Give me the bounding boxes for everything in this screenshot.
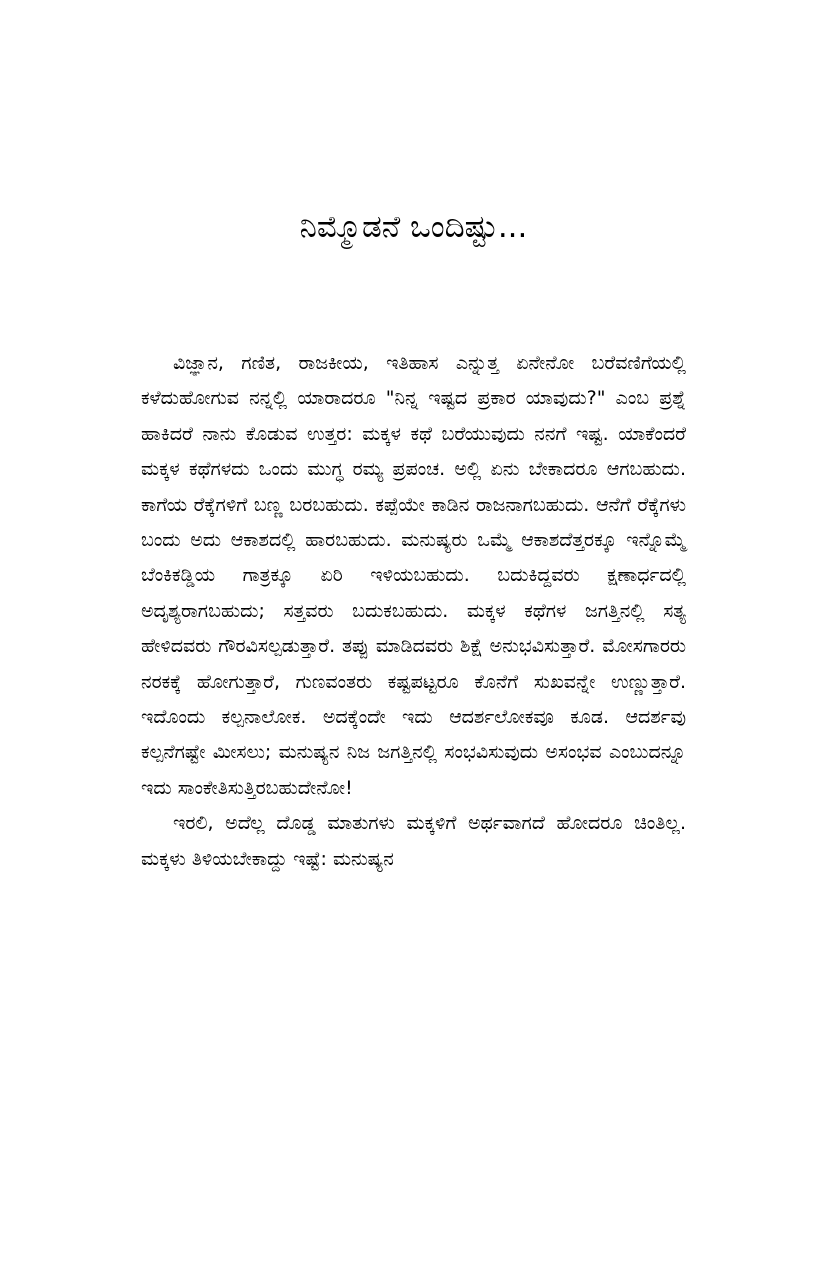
paragraph: ವಿಜ್ಞಾನ, ಗಣಿತ, ರಾಜಕೀಯ, ಇತಿಹಾಸ ಎನ್ನುತ್ತ ಏನೇನೋ ಬರೆವಣಿಗೆಯಲ್ಲಿ ಕಳೆದುಹೋಗುವ ನನ್ನಲ್ಲಿ ಯಾರಾದರೂ "ನಿನ್ನ ಇಷ್ಟದ ಪ್ರಕಾರ ಯಾವುದು?" ಎಂಬ ಪ್ರಶ್ನೆ ಹಾಕಿದರೆ ನಾನು ಕೊಡುವ ಉತ್ತರ: ಮಕ್ಕಳ ಕಥೆ ಬರೆಯುವುದು ನನಗೆ ಇಷ್ಟ. ಯಾಕೆಂದರೆ ಮಕ್ಕಳ ಕಥೆಗಳದು ಒಂದು ಮುಗ್ಧ ರಮ್ಯ ಪ್ರಪಂಚ. ಅಲ್ಲಿ ಏನು ಬೇಕಾದರೂ ಆಗಬಹುದು. ಕಾಗೆಯ ರೆಕ್ಕೆಗಳಿಗೆ ಬಣ್ಣ ಬರಬಹುದು. ಕಪ್ಪೆಯೇ ಕಾಡಿನ ರಾಜನಾಗಬಹುದು. ಆನೆಗೆ ರೆಕ್ಕೆಗಳು ಬಂದು ಅದು ಆಕಾಶದಲ್ಲಿ ಹಾರಬಹುದು. ಮನುಷ್ಯರು ಒಮ್ಮೆ ಆಕಾಶದೆತ್ತರಕ್ಕೂ ಇನ್ನೊಮ್ಮೆ ಬೆಂಕಿಕಡ್ಡಿಯ ಗಾತ್ರಕ್ಕೂ ಏರಿ ಇಳಿಯಬಹುದು. ಬದುಕಿದ್ದವರು ಕ್ಷಣಾರ್ಧದಲ್ಲಿ ಅದೃಶ್ಯರಾಗಬಹುದು; ಸತ್ತವರು ಬದುಕಬಹುದು. ಮಕ್ಕಳ ಕಥೆಗಳ ಜಗತ್ತಿನಲ್ಲಿ ಸತ್ಯ ಹೇಳಿದವರು ಗೌರವಿಸಲ್ಪಡುತ್ತಾರೆ. ತಪ್ಪು ಮಾಡಿದವರು ಶಿಕ್ಷೆ ಅನುಭವಿಸುತ್ತಾರೆ. ಮೋಸಗಾರರು ನರಕಕ್ಕೆ ಹೋಗುತ್ತಾರೆ, ಗುಣವಂತರು ಕಷ್ಟಪಟ್ಟರೂ ಕೊನೆಗೆ ಸುಖವನ್ನೇ ಉಣ್ಣುತ್ತಾರೆ. ಇದೊಂದು ಕಲ್ಪನಾಲೋಕ. ಅದಕ್ಕೆಂದೇ ಇದು ಆದರ್ಶಲೋಕವೂ ಕೂಡ. ಆದರ್ಶವು ಕಲ್ಪನೆಗಷ್ಟೇ ಮೀಸಲು; ಮನುಷ್ಯನ ನಿಜ ಜಗತ್ತಿನಲ್ಲಿ ಸಂಭವಿಸುವುದು ಅಸಂಭವ ಎಂಬುದನ್ನೂ ಇದು ಸಾಂಕೇತಿಸುತ್ತಿರಬಹುದೇನೋ! bbox=[141, 352, 686, 799]
paragraph: ಇರಲಿ, ಅದೆಲ್ಲ ದೊಡ್ಡ ಮಾತುಗಳು ಮಕ್ಕಳಿಗೆ ಅರ್ಥವಾಗದೆ ಹೋದರೂ ಚಿಂತಿಲ್ಲ. ಮಕ್ಕಳು ತಿಳಿಯಬೇಕಾದ್ದು ಇಷ್ಟೆ: ಮನುಷ್ಯನ bbox=[141, 812, 686, 870]
page-title: ನಿಮ್ಮೊಡನೆ ಒಂದಿಷ್ಟು... bbox=[299, 209, 528, 245]
body-text bbox=[141, 346, 686, 877]
